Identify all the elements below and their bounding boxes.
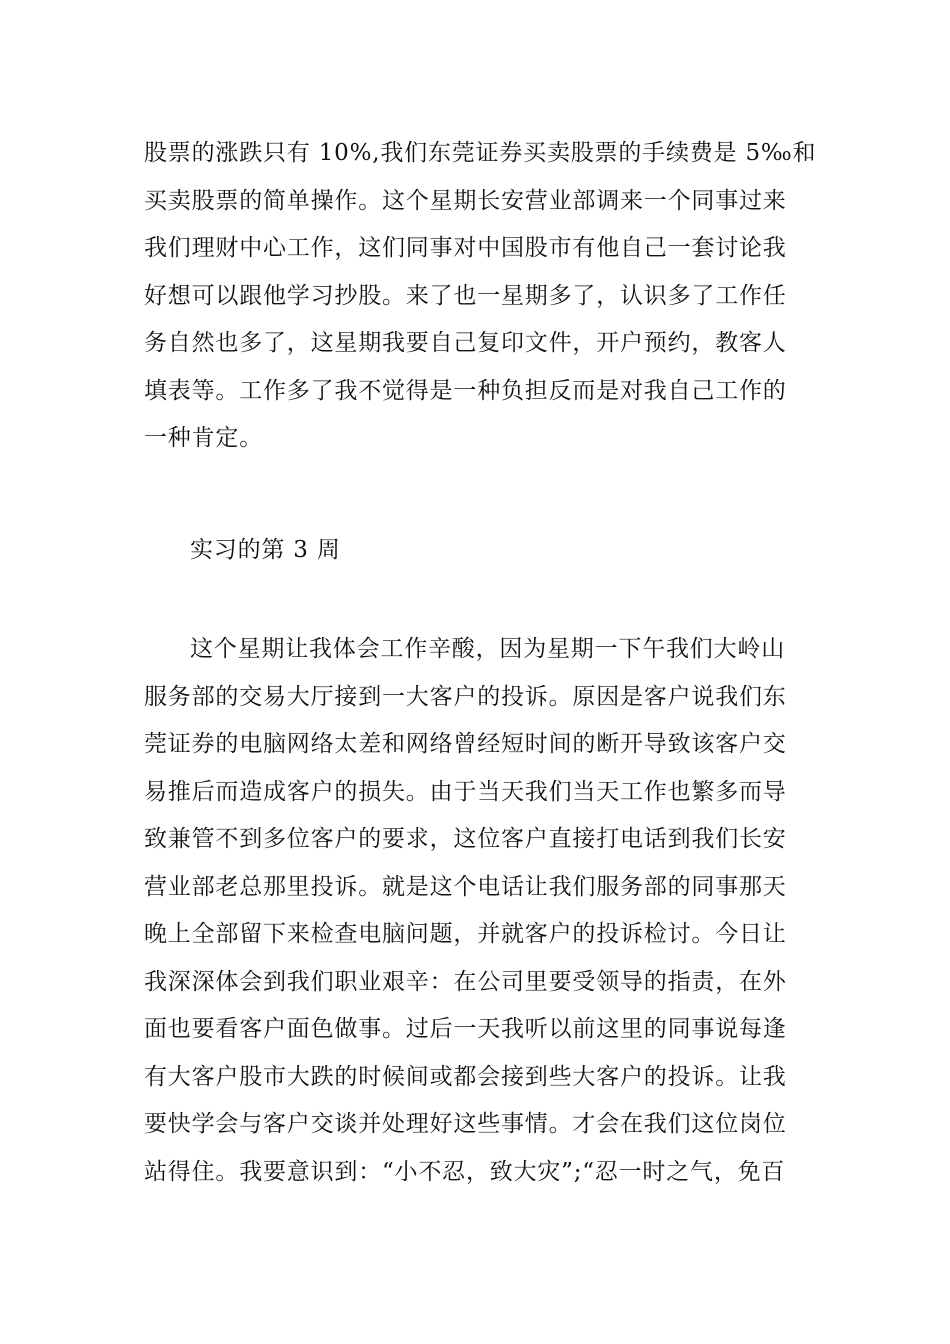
text-line: 莞证券的电脑网络太差和网络曾经短时间的断开导致该客户交 [144, 731, 787, 757]
text-line: 有大客户股市大跌的时候间或都会接到些大客户的投诉。让我 [144, 1063, 787, 1090]
text-line: 站得住。我要意识到：“小不忍，致大灾”;“忍一时之气，免百 [144, 1158, 786, 1185]
text-line: 营业部老总那里投诉。就是这个电话让我们服务部的同事那天 [144, 873, 787, 900]
text-line: 这个星期让我体会工作辛酸，因为星期一下午我们大岭山 [190, 636, 785, 662]
text-line: 致兼管不到多位客户的要求，这位客户直接打电话到我们长安 [144, 826, 787, 852]
text-line: 我们理财中心工作，这们同事对中国股市有他自己一套讨论我 [144, 235, 787, 261]
text-line: 买卖股票的简单操作。这个星期长安营业部调来一个同事过来 [144, 187, 787, 214]
paragraph-week-3 [144, 626, 809, 1196]
text-line: 面也要看客户面色做事。过后一天我听以前这里的同事说每逢 [144, 1016, 787, 1042]
text-line: 股票的涨跌只有 10%,我们东莞证券买卖股票的手续费是 5‰和 [144, 140, 817, 166]
text-line: 务自然也多了，这星期我要自己复印文件，开户预约，教客人 [144, 330, 787, 356]
text-line: 晚上全部留下来检查电脑问题，并就客户的投诉检讨。今日让 [144, 921, 787, 947]
text-line: 填表等。工作多了我不觉得是一种负担反而是对我自己工作的 [144, 377, 787, 404]
text-line: 好想可以跟他学习抄股。来了也一星期多了，认识多了工作任 [144, 282, 787, 309]
text-line: 一种肯定。 [144, 425, 263, 451]
text-line: 易推后而造成客户的损失。由于当天我们当天工作也繁多而导 [144, 778, 787, 805]
text-line: 要快学会与客户交谈并处理好这些事情。才会在我们这位岗位 [144, 1111, 787, 1137]
text-line: 我深深体会到我们职业艰辛：在公司里要受领导的指责，在外 [144, 968, 787, 995]
paragraph-continuation [144, 130, 817, 463]
section-heading: 实习的第 3 周 [190, 537, 341, 563]
text-line: 服务部的交易大厅接到一大客户的投诉。原因是客户说我们东 [144, 683, 787, 710]
